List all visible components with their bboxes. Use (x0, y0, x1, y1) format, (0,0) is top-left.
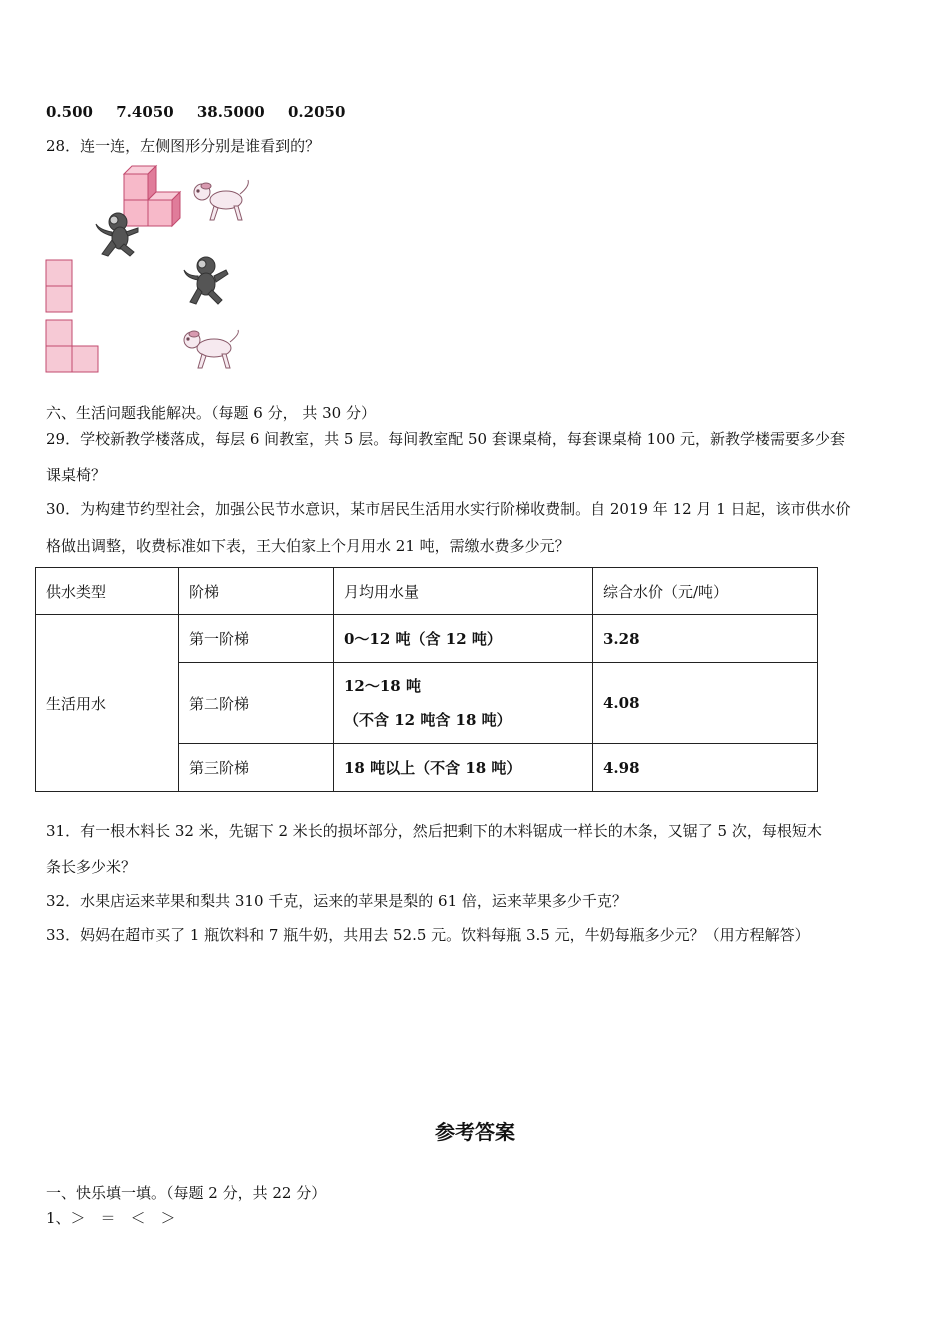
l-shape-three-squares (45, 318, 105, 376)
cube-stack (124, 166, 180, 226)
dog-icon (194, 180, 248, 220)
two-stacked-squares-shape (45, 258, 105, 316)
cell-usage: 18 吨以上（不含 18 吨） (334, 744, 593, 792)
answer-section-title: 参考答案 (435, 1120, 515, 1144)
cell-usage (334, 663, 593, 744)
header-tier: 阶梯 (179, 568, 334, 615)
question-30-line-2: 格做出调整，收费标准如下表，王大伯家上个月用水 21 吨，需缴水费多少元？ (46, 537, 570, 555)
cube-stack-figure (90, 162, 260, 262)
answer-part-1-title: 一、快乐填一填。（每题 2 分，共 22 分） (46, 1184, 327, 1202)
header-monthly-usage: 月均用水量 (334, 568, 593, 615)
cell-tier: 第二阶梯 (179, 663, 334, 744)
question-30-line-1: 30．为构建节约型社会，加强公民节水意识，某市居民生活用水实行阶梯收费制。自 2019 年 12 月 1 日起，该市供水价 (46, 500, 851, 518)
cell-usage: 0～12 吨（含 12 吨） (334, 615, 593, 663)
number-2: 7.4050 (116, 103, 174, 121)
header-supply-type: 供水类型 (36, 568, 179, 615)
number-1: 0.500 (46, 103, 93, 121)
top-number-row (46, 103, 363, 121)
question-31-line-2: 条长多少米？ (46, 858, 137, 876)
question-28: 28．连一连，左侧图形分别是谁看到的？ (46, 137, 321, 155)
monkey-observer-icon (178, 254, 233, 306)
cell-price: 4.08 (593, 663, 818, 744)
cell-tier: 第三阶梯 (179, 744, 334, 792)
header-price: 综合水价（元/吨） (593, 568, 818, 615)
question-32: 32．水果店运来苹果和梨共 310 千克，运来的苹果是梨的 61 倍，运来苹果多少千克？ (46, 892, 627, 910)
question-29-line-2: 课桌椅？ (46, 466, 107, 484)
number-4: 0.2050 (287, 103, 346, 121)
cell-tier: 第一阶梯 (179, 615, 334, 663)
question-31-line-1: 31．有一根木料长 32 米，先锯下 2 米长的损坏部分，然后把剩下的木料锯成一样长的木条，又锯了 5 次，每根短木 (46, 822, 822, 840)
section-6-title: 六、生活问题我能解决。（每题 6 分， 共 30 分） (46, 404, 376, 422)
cell-price: 4.98 (593, 744, 818, 792)
question-33: 33．妈妈在超市买了 1 瓶饮料和 7 瓶牛奶，共用去 52.5 元。饮料每瓶 3.5 元，牛奶每瓶多少元？（用方程解答） (46, 926, 810, 944)
dog-observer-icon (178, 326, 243, 372)
answer-1: 1、＞ ＝ ＜ ＞ (46, 1209, 176, 1227)
usage-line-1: 12～18 吨 (344, 677, 421, 695)
usage-line-2: （不含 12 吨含 18 吨） (344, 711, 512, 729)
table-row (36, 615, 818, 663)
question-29-line-1: 29．学校新教学楼落成，每层 6 间教室，共 5 层。每间教室配 50 套课桌椅，每套课桌椅 100 元，新教学楼需要多少套 (46, 430, 846, 448)
table-header-row (36, 568, 818, 615)
number-3: 38.5000 (196, 103, 265, 121)
cell-price: 3.28 (593, 615, 818, 663)
water-price-table (35, 567, 818, 792)
cell-supply-type: 生活用水 (36, 615, 179, 792)
